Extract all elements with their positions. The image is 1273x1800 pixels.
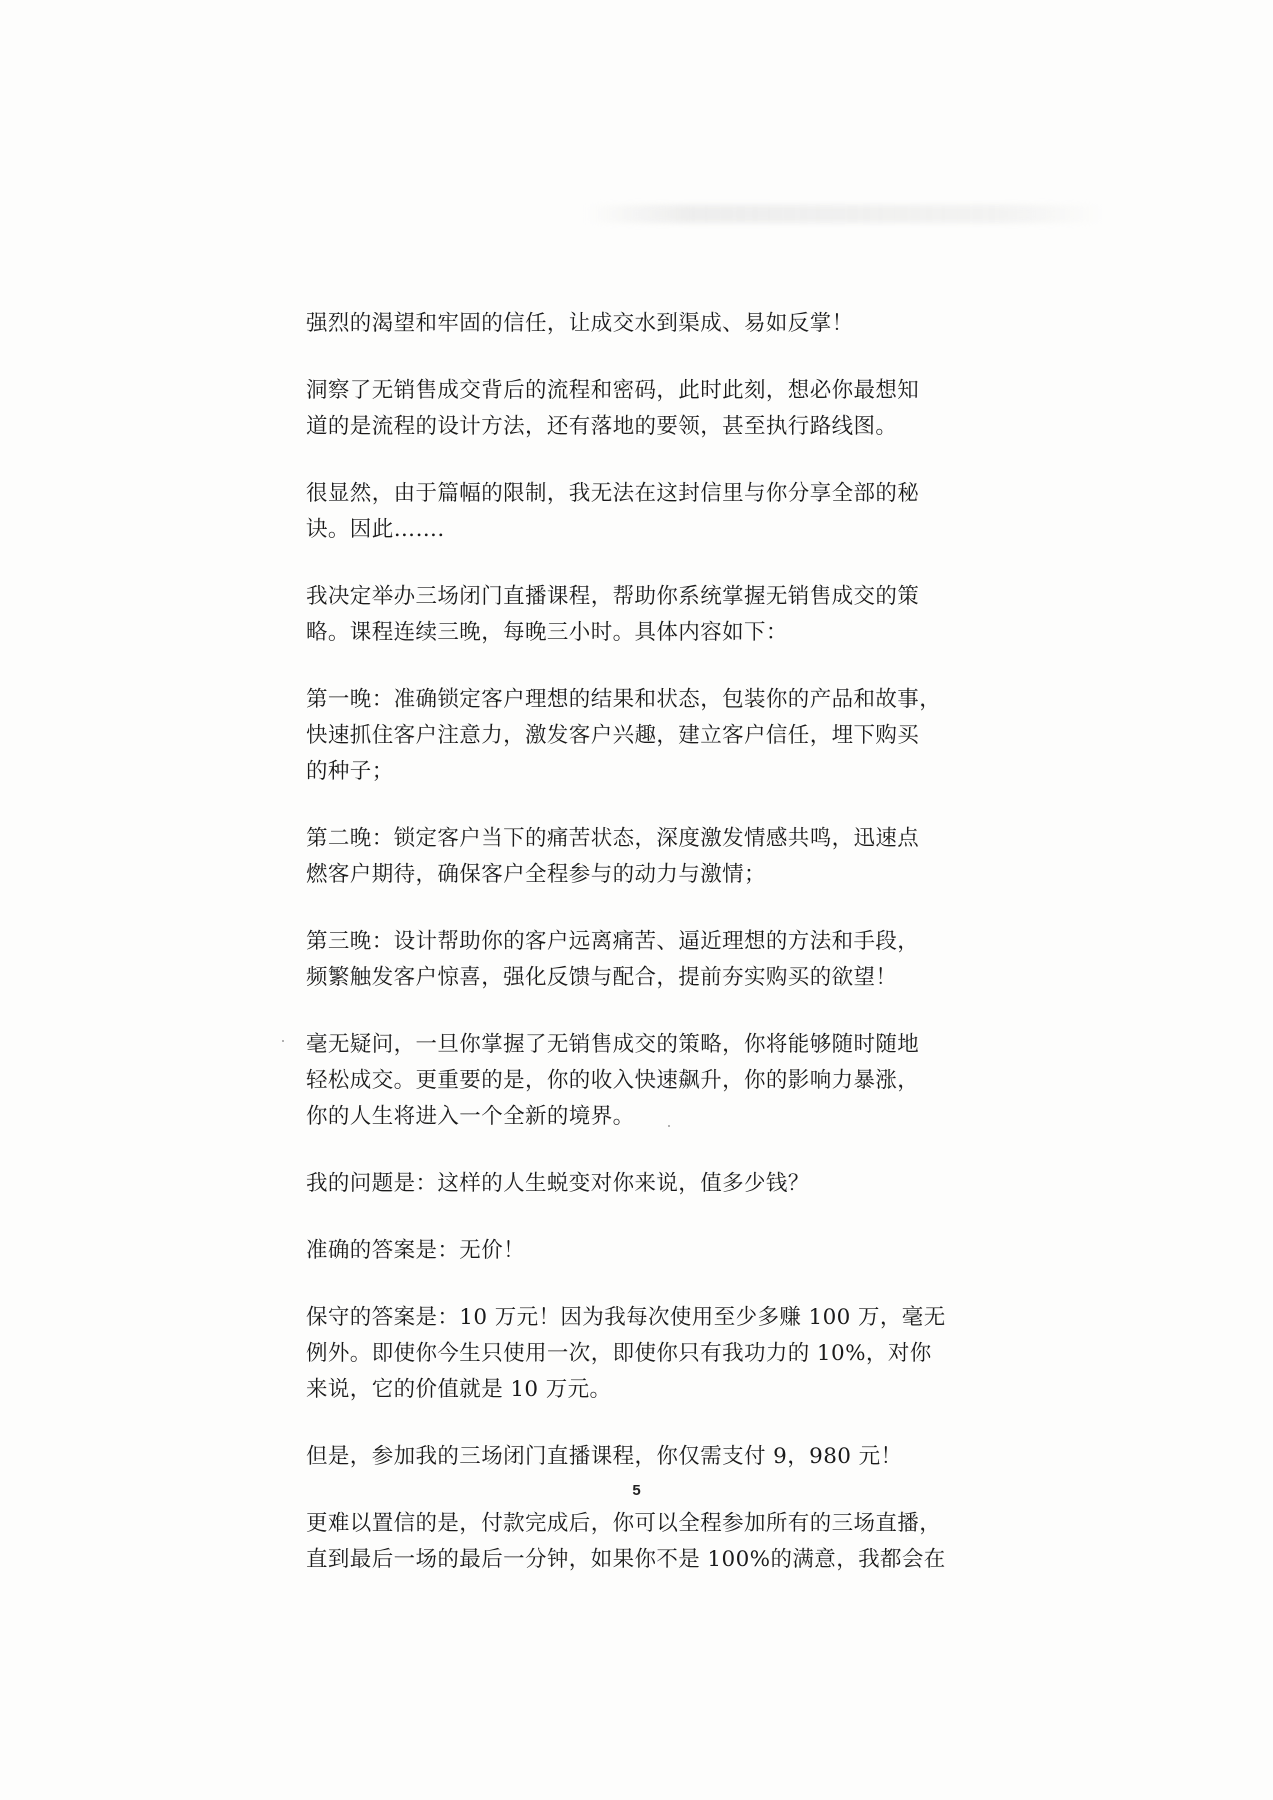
text-line: 保守的答案是：10 万元！因为我每次使用至少多赚 100 万，毫无 [306,1305,946,1330]
paragraph [306,579,986,651]
text-line: 道的是流程的设计方法，还有落地的要领，甚至执行路线图。 [306,414,898,439]
scan-speck [282,1040,284,1042]
paragraph [306,1506,986,1578]
paragraph [306,1166,986,1202]
paragraph [306,1233,986,1269]
paragraph [306,682,986,790]
faded-header-artifact [585,205,1105,223]
text-line: 更难以置信的是，付款完成后，你可以全程参加所有的三场直播， [306,1511,942,1536]
text-line: 但是，参加我的三场闭门直播课程，你仅需支付 9，980 元！ [306,1444,903,1469]
paragraph [306,373,986,445]
text-line: 准确的答案是：无价！ [306,1238,526,1263]
text-line: 频繁触发客户惊喜，强化反馈与配合，提前夯实购买的欲望！ [306,965,898,990]
scan-speck [668,1125,670,1127]
paragraph [306,1027,986,1135]
paragraph [306,821,986,893]
paragraph [306,476,986,548]
text-line: 你的人生将进入一个全新的境界。 [306,1104,635,1129]
text-line: 例外。即使你今生只使用一次，即使你只有我功力的 10%，对你 [306,1341,932,1366]
text-line: 诀。因此……. [306,517,445,542]
paragraph [306,924,986,996]
text-line: 来说，它的价值就是 10 万元。 [306,1377,612,1402]
text-line: 洞察了无销售成交背后的流程和密码，此时此刻，想必你最想知 [306,378,920,403]
text-line: 第二晚：锁定客户当下的痛苦状态，深度激发情感共鸣，迅速点 [306,826,920,851]
text-line: 直到最后一场的最后一分钟，如果你不是 100%的满意，我都会在 [306,1547,946,1572]
text-line: 轻松成交。更重要的是，你的收入快速飙升，你的影响力暴涨， [306,1068,920,1093]
text-line: 我决定举办三场闭门直播课程，帮助你系统掌握无销售成交的策 [306,584,920,609]
body-text [306,306,986,1609]
text-line: 燃客户期待，确保客户全程参与的动力与激情； [306,862,766,887]
text-line: 第三晚：设计帮助你的客户远离痛苦、逼近理想的方法和手段， [306,929,920,954]
paragraph [306,306,986,342]
text-line: 快速抓住客户注意力，激发客户兴趣，建立客户信任，埋下购买 [306,723,920,748]
text-line: 毫无疑问，一旦你掌握了无销售成交的策略，你将能够随时随地 [306,1032,920,1057]
text-line: 我的问题是：这样的人生蜕变对你来说，值多少钱？ [306,1171,810,1196]
paragraph [306,1300,986,1408]
page-number: 5 [632,1482,641,1499]
text-line: 第一晚：准确锁定客户理想的结果和状态，包装你的产品和故事， [306,687,942,712]
text-line: 很显然，由于篇幅的限制，我无法在这封信里与你分享全部的秘 [306,481,920,506]
text-line: 强烈的渴望和牢固的信任，让成交水到渠成、易如反掌！ [306,311,854,336]
text-line: 的种子； [306,759,394,784]
paragraph [306,1439,986,1475]
text-line: 略。课程连续三晚，每晚三小时。具体内容如下： [306,620,788,645]
